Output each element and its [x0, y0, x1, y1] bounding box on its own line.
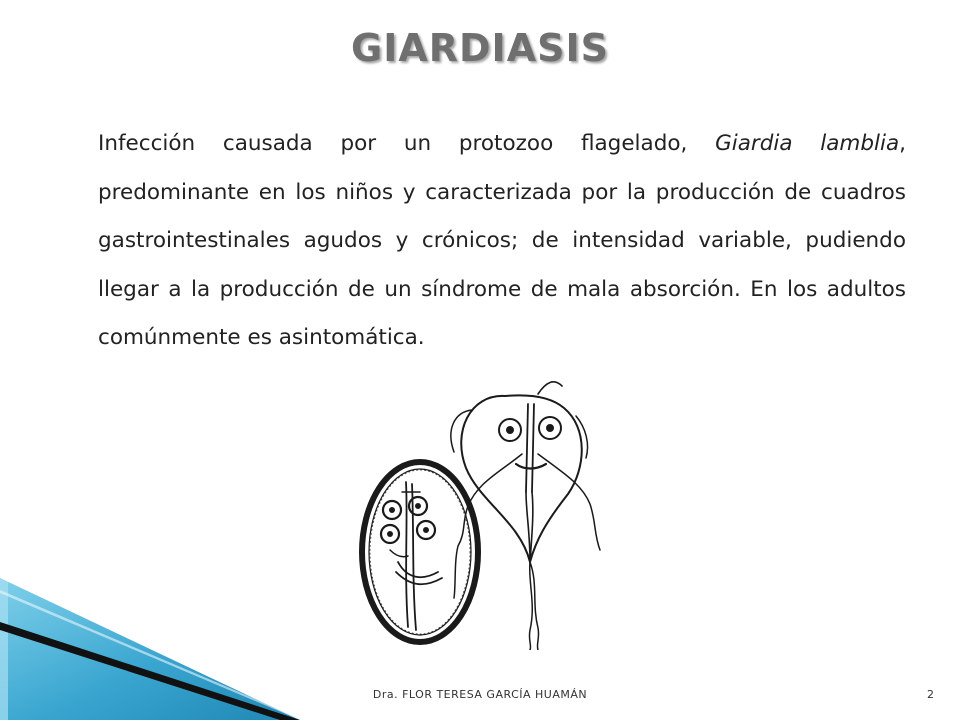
slide-title: GIARDIASIS — [351, 26, 609, 70]
page-number: 2 — [927, 688, 934, 701]
body-paragraph — [98, 120, 906, 363]
footer-author: Dra. FLOR TERESA GARCÍA HUAMÁN — [372, 688, 588, 701]
giardia-cyst-drawing — [362, 462, 478, 642]
paragraph-text-end: , predominante en los niños y caracterizada por la producción de cuadros gastrointestinales agudos y crónicos; de intensidad variable, pudiendo llegar a la producción de un síndrome de mala absorción. En los adultos comúnmente es asintomática. — [98, 131, 906, 350]
giardia-illustration-icon — [350, 372, 610, 650]
species-name: Giardia lamblia — [715, 131, 900, 156]
paragraph-text-start: Infección causada por un protozoo flagelado, — [98, 131, 716, 156]
